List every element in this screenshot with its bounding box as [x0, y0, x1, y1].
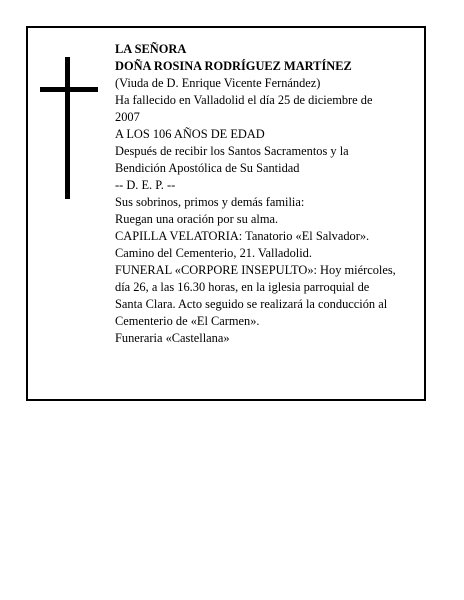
age-line: A LOS 106 AÑOS DE EDAD [115, 127, 265, 141]
blessing-line: Bendición Apostólica de Su Santidad [115, 161, 300, 175]
funeral-home: Funeraria «Castellana» [115, 331, 230, 345]
rip-line: -- D. E. P. -- [115, 178, 176, 192]
notice-text [115, 41, 427, 347]
chapel-address: Camino del Cementerio, 21. Valladolid. [115, 246, 312, 260]
procession-line: Santa Clara. Acto seguido se realizará la conducción al [115, 297, 388, 311]
cross-icon [40, 57, 98, 199]
family-line: Sus sobrinos, primos y demás familia: [115, 195, 305, 209]
death-line: Ha fallecido en Valladolid el día 25 de diciembre de [115, 93, 373, 107]
cross-vertical-bar [65, 57, 70, 199]
prayer-line: Ruegan una oración por su alma. [115, 212, 279, 226]
cemetery-line: Cementerio de «El Carmen». [115, 314, 260, 328]
funeral-time-line: día 26, a las 16.30 horas, en la iglesia parroquial de [115, 280, 370, 294]
funeral-line: FUNERAL «CORPORE INSEPULTO»: Hoy miércoles, [115, 263, 396, 277]
notice-heading: LA SEÑORA [115, 42, 187, 56]
widow-line: (Viuda de D. Enrique Vicente Fernández) [115, 76, 321, 90]
sacraments-line: Después de recibir los Santos Sacramentos y la [115, 144, 349, 158]
death-year: 2007 [115, 110, 140, 124]
chapel-line: CAPILLA VELATORIA: Tanatorio «El Salvador». [115, 229, 370, 243]
deceased-name: DOÑA ROSINA RODRÍGUEZ MARTÍNEZ [115, 59, 352, 73]
cross-horizontal-bar [40, 87, 98, 92]
obituary-notice [26, 26, 426, 401]
